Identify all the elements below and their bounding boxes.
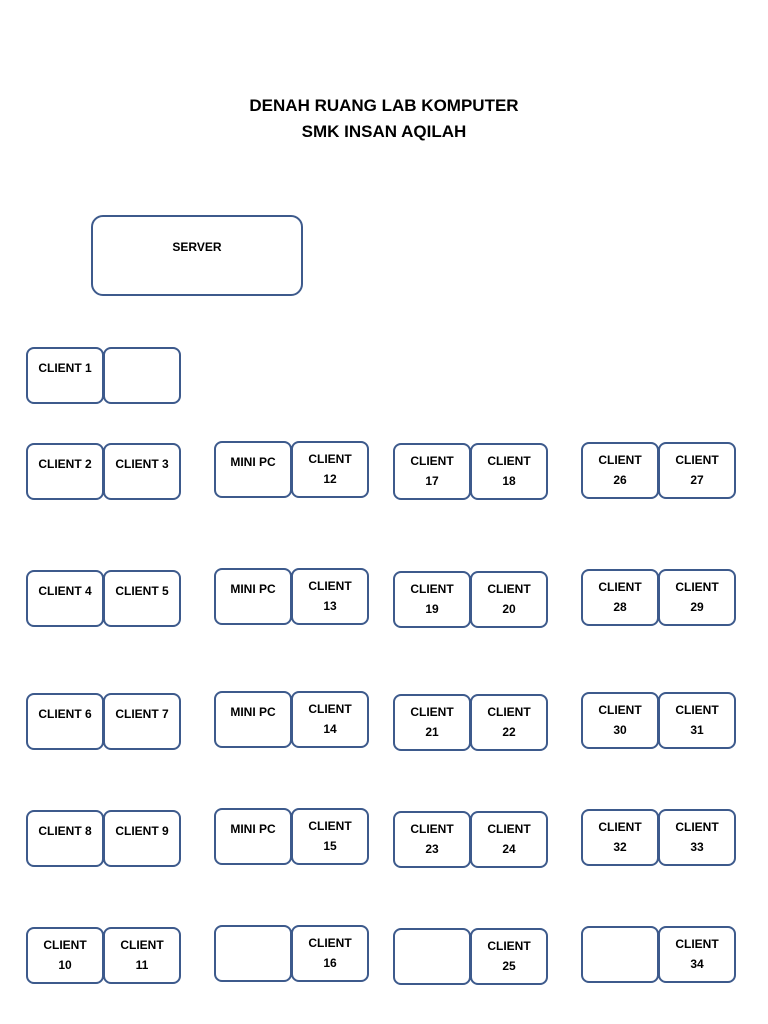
workstation-label-line: CLIENT	[598, 453, 642, 467]
workstation-label-line: CLIENT 2	[38, 457, 92, 471]
workstation-label-line: CLIENT 5	[115, 584, 169, 598]
workstation-client30	[581, 692, 659, 749]
workstation-client31	[658, 692, 736, 749]
title-line-2: SMK INSAN AQILAH	[301, 122, 467, 141]
workstation-label-line: 11	[135, 958, 149, 972]
workstation-label-line: CLIENT 6	[38, 707, 92, 721]
empty-desk	[581, 926, 659, 983]
server-label: SERVER	[172, 240, 222, 254]
workstation-client17	[393, 443, 471, 500]
workstation-label-line: CLIENT 9	[115, 824, 169, 838]
workstation-label-line: CLIENT	[487, 582, 531, 596]
workstation-label-line: 32	[613, 840, 627, 854]
workstation-label-line: 19	[425, 602, 439, 616]
workstation-label-line: 10	[58, 958, 72, 972]
workstation-minipc-c	[214, 691, 292, 748]
workstation-label-line: 34	[690, 957, 704, 971]
workstation-client26	[581, 442, 659, 499]
workstation-label-line: CLIENT	[308, 579, 352, 593]
workstation-label-line: 21	[425, 725, 439, 739]
workstation-label-line: 28	[613, 600, 627, 614]
workstation-label-line: CLIENT	[410, 705, 454, 719]
workstation-label-line: 23	[425, 842, 439, 856]
workstation-minipc-a	[214, 441, 292, 498]
workstation-label-line: 20	[502, 602, 516, 616]
workstation-client18	[470, 443, 548, 500]
workstation-client10	[26, 927, 104, 984]
workstation-label-line: CLIENT 1	[38, 361, 92, 375]
workstation-label-line: 24	[502, 842, 516, 856]
workstation-client22	[470, 694, 548, 751]
workstation-label-line: MINI PC	[230, 455, 276, 469]
workstation-label-line: 16	[323, 956, 337, 970]
workstation-label-line: MINI PC	[230, 822, 276, 836]
workstation-client3	[103, 443, 181, 500]
workstation-client8	[26, 810, 104, 867]
workstation-label-line: CLIENT	[43, 938, 87, 952]
workstation-label-line: CLIENT 4	[38, 584, 92, 598]
workstation-label-line: 17	[425, 474, 439, 488]
workstation-label-line: CLIENT	[308, 702, 352, 716]
workstation-client21	[393, 694, 471, 751]
empty-desk	[214, 925, 292, 982]
workstation-label-line: CLIENT 3	[115, 457, 169, 471]
empty-desk	[103, 347, 181, 404]
workstation-minipc-b	[214, 568, 292, 625]
workstation-client2	[26, 443, 104, 500]
workstation-label-line: CLIENT 8	[38, 824, 92, 838]
workstation-label-line: 25	[502, 959, 516, 973]
workstation-label-line: CLIENT	[487, 939, 531, 953]
workstation-client28	[581, 569, 659, 626]
workstation-minipc-d	[214, 808, 292, 865]
workstation-label-line: 30	[613, 723, 627, 737]
workstation-label-line: CLIENT	[675, 453, 719, 467]
workstation-label-line: CLIENT	[487, 705, 531, 719]
workstation-client23	[393, 811, 471, 868]
workstation-client13	[291, 568, 369, 625]
workstation-client25	[470, 928, 548, 985]
workstation-client9	[103, 810, 181, 867]
workstation-client14	[291, 691, 369, 748]
title-line-1: DENAH RUANG LAB KOMPUTER	[249, 96, 519, 115]
workstation-client1	[26, 347, 104, 404]
workstation-client34	[658, 926, 736, 983]
workstation-client4	[26, 570, 104, 627]
workstation-label-line: CLIENT	[598, 703, 642, 717]
workstation-label-line: CLIENT	[308, 452, 352, 466]
workstation-label-line: CLIENT	[308, 819, 352, 833]
workstation-client24	[470, 811, 548, 868]
workstation-label-line: 18	[502, 474, 516, 488]
workstation-label-line: MINI PC	[230, 705, 276, 719]
workstation-label-line: 13	[323, 599, 337, 613]
workstation-client16	[291, 925, 369, 982]
workstation-client29	[658, 569, 736, 626]
workstation-client27	[658, 442, 736, 499]
workstation-label-line: 22	[502, 725, 516, 739]
workstation-client7	[103, 693, 181, 750]
floor-plan-title	[0, 93, 768, 145]
workstation-client32	[581, 809, 659, 866]
workstation-label-line: 29	[690, 600, 704, 614]
workstation-label-line: 31	[690, 723, 704, 737]
workstation-client15	[291, 808, 369, 865]
workstation-client6	[26, 693, 104, 750]
empty-desk	[393, 928, 471, 985]
workstation-client11	[103, 927, 181, 984]
workstation-label-line: 14	[323, 722, 337, 736]
workstation-label-line: 26	[613, 473, 627, 487]
workstation-label-line: CLIENT	[675, 703, 719, 717]
workstation-label-line: CLIENT	[410, 822, 454, 836]
workstation-label-line: CLIENT	[675, 937, 719, 951]
workstation-label-line: CLIENT	[487, 454, 531, 468]
workstation-label-line: 33	[690, 840, 704, 854]
workstation-label-line: 27	[690, 473, 704, 487]
workstation-label-line: CLIENT 7	[115, 707, 169, 721]
workstation-client20	[470, 571, 548, 628]
workstation-label-line: CLIENT	[598, 820, 642, 834]
workstation-label-line: CLIENT	[487, 822, 531, 836]
workstation-label-line: 12	[323, 472, 337, 486]
workstation-client5	[103, 570, 181, 627]
workstation-client12	[291, 441, 369, 498]
workstation-label-line: CLIENT	[308, 936, 352, 950]
workstation-label-line: CLIENT	[410, 454, 454, 468]
workstation-label-line: 15	[323, 839, 337, 853]
workstation-client19	[393, 571, 471, 628]
workstation-label-line: CLIENT	[410, 582, 454, 596]
workstation-label-line: MINI PC	[230, 582, 276, 596]
workstation-label-line: CLIENT	[598, 580, 642, 594]
workstation-client33	[658, 809, 736, 866]
server-station	[91, 215, 303, 296]
workstation-label-line: CLIENT	[675, 580, 719, 594]
workstation-label-line: CLIENT	[675, 820, 719, 834]
workstation-label-line: CLIENT	[120, 938, 164, 952]
